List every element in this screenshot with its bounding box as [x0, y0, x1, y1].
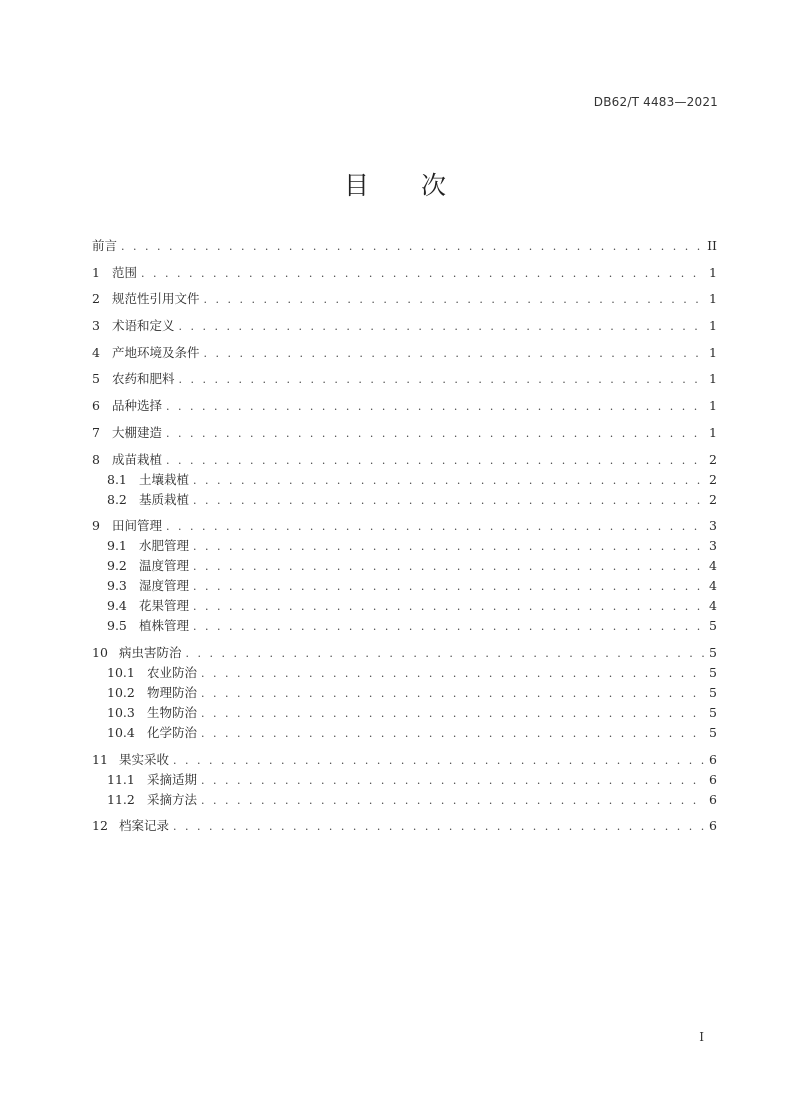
toc-number: 4	[92, 344, 100, 360]
toc-number: 2	[92, 291, 100, 307]
toc-number: 8.1	[107, 471, 127, 487]
toc-entry-9-5[interactable]	[92, 616, 717, 636]
toc-label: 大棚建造	[112, 424, 163, 440]
toc-number: 9.5	[107, 618, 127, 634]
toc-number: 10	[92, 644, 108, 660]
toc-entry-8[interactable]	[92, 450, 717, 470]
toc-label: 植株管理	[139, 618, 190, 634]
toc-page: 1	[709, 318, 717, 334]
toc-leader-dots	[193, 620, 705, 633]
toc-leader-dots	[173, 754, 705, 767]
toc-entry-5[interactable]	[92, 369, 717, 389]
toc-leader-dots	[166, 427, 705, 440]
toc-entry-9-4[interactable]	[92, 596, 717, 616]
toc-label: 前言	[92, 238, 118, 253]
toc-page: 2	[709, 491, 717, 507]
toc-leader-dots	[173, 820, 705, 833]
title-char-2: 次	[421, 171, 449, 200]
toc-entry-3[interactable]	[92, 316, 717, 336]
toc-page: II	[707, 238, 717, 253]
toc-page: 5	[709, 724, 717, 740]
toc-label: 湿度管理	[139, 578, 190, 594]
toc-entry-9-3[interactable]	[92, 576, 717, 596]
toc-label: 采摘方法	[147, 791, 198, 807]
toc-page: 6	[709, 751, 717, 767]
toc-label: 档案记录	[119, 818, 170, 834]
toc-label: 农药和肥料	[112, 371, 175, 387]
toc-leader-dots	[201, 727, 705, 740]
toc-leader-dots	[193, 600, 705, 613]
toc-entry-10-4[interactable]	[92, 723, 717, 743]
toc-page: 4	[709, 578, 717, 594]
toc-page: 6	[709, 771, 717, 787]
toc-leader-dots	[201, 774, 705, 787]
toc-page: 4	[709, 558, 717, 574]
title-char-1: 目	[343, 171, 371, 200]
toc-page: 1	[709, 344, 717, 360]
toc-entry-7[interactable]	[92, 423, 717, 443]
toc-leader-dots	[179, 320, 705, 333]
toc-number: 9.3	[107, 578, 127, 594]
toc-entry-11-2[interactable]	[92, 790, 717, 810]
toc-page: 6	[709, 818, 717, 834]
toc-number: 7	[92, 424, 100, 440]
toc-page: 1	[709, 291, 717, 307]
toc-entry-2[interactable]	[92, 289, 717, 309]
toc-number: 9.2	[107, 558, 127, 574]
toc-number: 11.1	[107, 771, 135, 787]
table-of-contents	[92, 236, 717, 836]
toc-entry-9-1[interactable]	[92, 536, 717, 556]
toc-label: 规范性引用文件	[112, 291, 200, 307]
toc-number: 8.2	[107, 491, 127, 507]
toc-leader-dots	[201, 667, 705, 680]
toc-leader-dots	[166, 400, 705, 413]
toc-number: 10.3	[107, 704, 135, 720]
toc-page: 1	[709, 398, 717, 414]
toc-label: 物理防治	[147, 684, 198, 700]
toc-number: 10.4	[107, 724, 135, 740]
toc-label: 范围	[112, 264, 138, 280]
toc-label: 土壤栽植	[139, 471, 190, 487]
toc-number: 5	[92, 371, 100, 387]
toc-label: 果实采收	[119, 751, 170, 767]
toc-label: 采摘适期	[147, 771, 198, 787]
toc-number: 9.1	[107, 538, 127, 554]
toc-number: 9	[92, 518, 100, 534]
toc-leader-dots	[166, 454, 705, 467]
toc-leader-dots	[193, 540, 705, 553]
toc-label: 产地环境及条件	[112, 344, 200, 360]
toc-leader-dots	[193, 560, 705, 573]
toc-leader-dots	[204, 293, 705, 306]
toc-entry-9[interactable]	[92, 516, 717, 536]
document-code: DB62/T 4483—2021	[593, 95, 718, 109]
toc-leader-dots	[193, 474, 705, 487]
toc-entry-9-2[interactable]	[92, 556, 717, 576]
toc-page: 3	[709, 538, 717, 554]
toc-entry-8-2[interactable]	[92, 490, 717, 510]
toc-leader-dots	[201, 794, 705, 807]
toc-label: 化学防治	[147, 724, 198, 740]
toc-entry-10[interactable]	[92, 643, 717, 663]
toc-number: 8	[92, 451, 100, 467]
toc-label: 品种选择	[112, 398, 163, 414]
toc-entry-8-1[interactable]	[92, 470, 717, 490]
toc-leader-dots	[201, 707, 705, 720]
toc-label: 田间管理	[112, 518, 163, 534]
toc-number: 1	[92, 264, 100, 280]
toc-entry-4[interactable]	[92, 343, 717, 363]
page-number: I	[699, 1030, 704, 1044]
toc-page: 2	[709, 471, 717, 487]
toc-number: 11	[92, 751, 108, 767]
toc-label: 水肥管理	[139, 538, 190, 554]
toc-page: 4	[709, 598, 717, 614]
toc-page: 2	[709, 451, 717, 467]
toc-entry-6[interactable]	[92, 396, 717, 416]
toc-leader-dots	[201, 687, 705, 700]
toc-leader-dots	[186, 647, 705, 660]
toc-entry-10-1[interactable]	[92, 663, 717, 683]
toc-entry-10-3[interactable]	[92, 703, 717, 723]
toc-number: 6	[92, 398, 100, 414]
toc-label: 基质栽植	[139, 491, 190, 507]
toc-number: 10.2	[107, 684, 135, 700]
toc-number: 9.4	[107, 598, 127, 614]
toc-page: 1	[709, 371, 717, 387]
toc-label: 花果管理	[139, 598, 190, 614]
toc-page: 1	[709, 264, 717, 280]
toc-label: 农业防治	[147, 664, 198, 680]
toc-leader-dots	[193, 494, 705, 507]
toc-leader-dots	[166, 520, 705, 533]
toc-leader-dots	[179, 373, 705, 386]
toc-number: 10.1	[107, 664, 135, 680]
toc-leader-dots	[204, 347, 705, 360]
toc-number: 3	[92, 318, 100, 334]
toc-number: 11.2	[107, 791, 135, 807]
toc-number: 12	[92, 818, 108, 834]
toc-page: 5	[709, 664, 717, 680]
toc-entry-1[interactable]	[92, 263, 717, 283]
toc-page: 5	[709, 618, 717, 634]
toc-label: 病虫害防治	[119, 644, 182, 660]
toc-entry-11-1[interactable]	[92, 770, 717, 790]
toc-entry-10-2[interactable]	[92, 683, 717, 703]
toc-label: 术语和定义	[112, 318, 175, 334]
toc-leader-dots	[193, 580, 705, 593]
page-title	[0, 166, 792, 202]
toc-page: 5	[709, 704, 717, 720]
toc-label: 生物防治	[147, 704, 198, 720]
toc-page: 1	[709, 424, 717, 440]
toc-entry-12[interactable]	[92, 816, 717, 836]
toc-label: 成苗栽植	[112, 451, 163, 467]
toc-page: 5	[709, 684, 717, 700]
toc-leader-dots	[121, 240, 705, 253]
toc-label: 温度管理	[139, 558, 190, 574]
toc-leader-dots	[141, 267, 705, 280]
toc-page: 6	[709, 791, 717, 807]
toc-entry-11[interactable]	[92, 750, 717, 770]
toc-page: 3	[709, 518, 717, 534]
toc-page: 5	[709, 644, 717, 660]
toc-entry-foreword[interactable]	[92, 236, 717, 256]
